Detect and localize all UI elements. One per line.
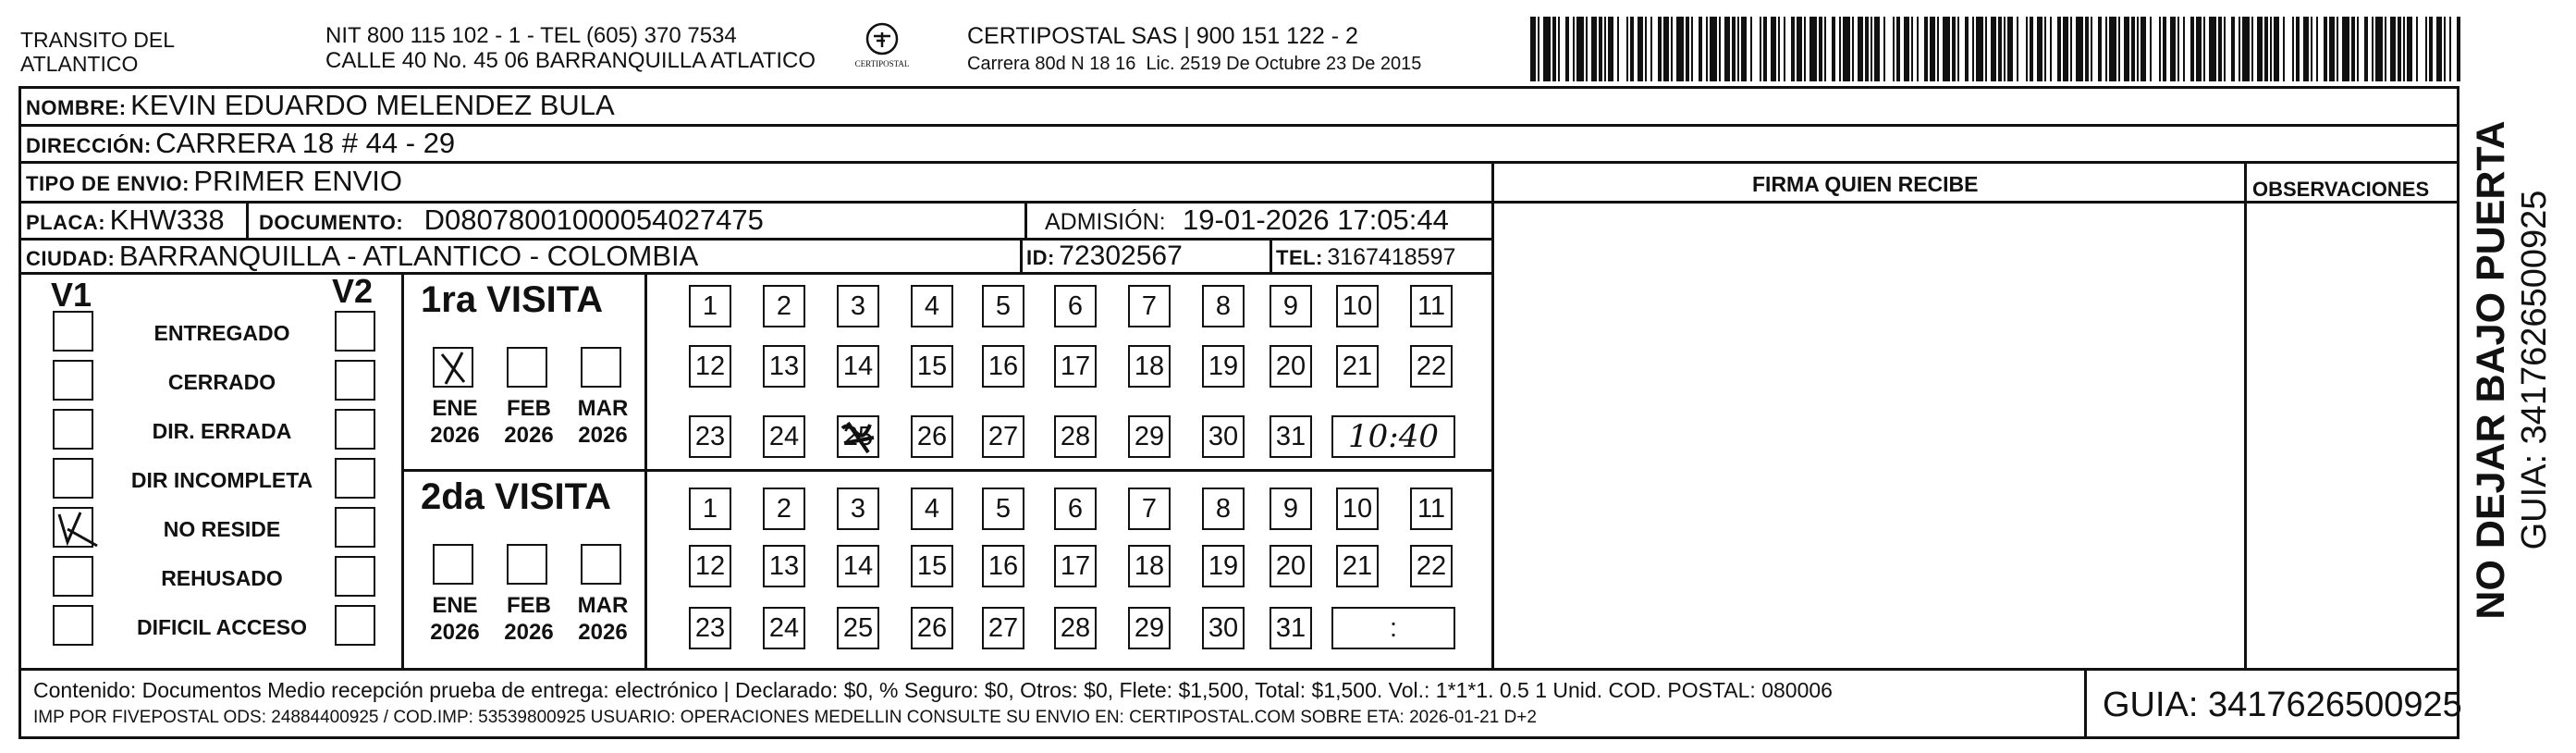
second-visit-month-checkbox-ene[interactable] <box>433 544 473 585</box>
placa-label: PLACA: <box>26 211 106 234</box>
first-visit-month-label <box>570 395 636 449</box>
day-number: 25 <box>842 612 874 643</box>
day-number: 17 <box>1060 550 1091 581</box>
day-number: 26 <box>916 421 948 451</box>
second-visit-month-label <box>422 592 488 646</box>
day-number: 23 <box>694 421 726 451</box>
handwritten-x-mark <box>435 349 472 386</box>
second-visit-day-4[interactable] <box>911 488 953 530</box>
second-visit-month-label <box>570 592 636 646</box>
handwritten-time: 10:40 <box>1348 418 1439 455</box>
status-option-label: DIR. ERRADA <box>152 419 292 443</box>
second-visit-day-8[interactable] <box>1202 488 1245 530</box>
first-visit-day-26[interactable] <box>911 415 953 458</box>
nombre-value: KEVIN EDUARDO MELENDEZ BULA <box>130 89 615 121</box>
first-visit-title: 1ra VISITA <box>421 279 604 320</box>
day-number: 15 <box>916 351 948 381</box>
day-number: 6 <box>1067 290 1084 321</box>
day-number: 17 <box>1060 351 1091 381</box>
day-number: 29 <box>1134 612 1165 643</box>
first-visit-month-checkbox-feb[interactable] <box>507 347 547 388</box>
ciudad-label: CIUDAD: <box>26 247 116 270</box>
first-visit-day-4[interactable] <box>911 285 953 327</box>
month-year: 2026 <box>578 423 628 448</box>
day-number: 12 <box>694 550 726 581</box>
nombre-label: NOMBRE: <box>26 96 127 119</box>
second-visit-day-5[interactable] <box>982 488 1024 530</box>
admision-cell <box>1045 204 1449 237</box>
second-visit-title: 2da VISITA <box>421 476 611 517</box>
logo-wordmark: CERTIPOSTAL <box>854 59 910 68</box>
second-visit-day-22[interactable] <box>1410 545 1453 587</box>
first-visit-day-3[interactable] <box>837 285 879 327</box>
day-number: 22 <box>1416 550 1447 581</box>
first-visit-day-25[interactable] <box>837 415 879 458</box>
first-visit-day-1[interactable] <box>689 285 731 327</box>
status-option-label: NO RESIDE <box>163 517 281 541</box>
second-visit-day-12[interactable] <box>689 545 731 587</box>
first-visit-day-15[interactable] <box>911 345 953 388</box>
courier-license-line: Carrera 80d N 18 16 Lic. 2519 De Octubre 23 De 2015 <box>967 54 1422 74</box>
day-number: 16 <box>987 351 1019 381</box>
day-number: 5 <box>995 493 1012 524</box>
second-visit-day-16[interactable] <box>982 545 1024 587</box>
day-number: 11 <box>1417 493 1446 524</box>
second-visit-day-24[interactable] <box>763 607 805 649</box>
footer-content-line: Contenido: Documentos Medio recepción prueba de entrega: electrónico | Declarado: $0, % Seguro: $0, Otros: $0, Flete: $1,500, Total: $1,500. Vol.: 1*1*1. 0.5 1 Unid. COD. POSTAL: 080006 <box>33 678 1833 702</box>
second-visit-day-2[interactable] <box>763 488 805 530</box>
ciudad-value: BARRANQUILLA - ATLANTICO - COLOMBIA <box>118 240 699 272</box>
tipo-envio-label: TIPO DE ENVIO: <box>26 172 190 195</box>
month-year: 2026 <box>504 620 554 645</box>
day-number: 7 <box>1141 493 1158 524</box>
first-visit-day-7[interactable] <box>1128 285 1171 327</box>
status-option-label: REHUSADO <box>161 566 283 590</box>
v2-header: V2 <box>332 272 374 310</box>
first-visit-day-23[interactable] <box>689 415 731 458</box>
org-name-line1: TRANSITO DEL <box>20 28 175 52</box>
second-visit-day-21[interactable] <box>1336 545 1379 587</box>
second-visit-day-28[interactable] <box>1054 607 1097 649</box>
documento-cell <box>259 204 764 237</box>
day-number: 24 <box>768 612 800 643</box>
second-visit-month-checkbox-mar[interactable] <box>581 544 621 585</box>
status-option-label: DIFICIL ACCESO <box>136 615 307 639</box>
day-number: 19 <box>1208 550 1239 581</box>
observaciones-header: OBSERVACIONES <box>2252 178 2430 201</box>
day-number: 13 <box>768 550 800 581</box>
day-number: 24 <box>768 421 800 451</box>
day-number: 18 <box>1134 351 1165 381</box>
first-visit-day-27[interactable] <box>982 415 1024 458</box>
day-number: 2 <box>776 290 792 321</box>
direccion-label: DIRECCIÓN: <box>26 134 152 157</box>
side-guia-number: GUIA: 3417626500925 <box>2515 190 2554 550</box>
month-year: 2026 <box>430 423 480 448</box>
first-visit-day-29[interactable] <box>1128 415 1171 458</box>
month-name: FEB <box>507 593 551 618</box>
handwritten-scribble-mark <box>837 415 879 458</box>
documento-value: D08078001000054027475 <box>423 204 764 236</box>
side-text-area <box>2463 93 2574 648</box>
first-visit-day-6[interactable] <box>1054 285 1097 327</box>
second-visit-month-checkbox-feb[interactable] <box>507 544 547 585</box>
day-number: 28 <box>1060 421 1091 451</box>
second-visit-day-27[interactable] <box>982 607 1024 649</box>
first-visit-day-24[interactable] <box>763 415 805 458</box>
documento-label: DOCUMENTO: <box>259 211 404 234</box>
second-visit-day-13[interactable] <box>763 545 805 587</box>
day-number: 10 <box>1342 493 1373 524</box>
tipo-envio-value: PRIMER ENVIO <box>193 165 403 197</box>
first-visit-day-9[interactable] <box>1270 285 1312 327</box>
day-number: 29 <box>1134 421 1165 451</box>
status-option-label: ENTREGADO <box>153 321 290 345</box>
day-number: 4 <box>924 290 940 321</box>
second-visit-day-18[interactable] <box>1128 545 1171 587</box>
second-visit-day-26[interactable] <box>911 607 953 649</box>
first-visit-time-box[interactable] <box>1331 415 1455 458</box>
day-number: 3 <box>850 290 866 321</box>
first-visit-day-8[interactable] <box>1202 285 1245 327</box>
day-number: 14 <box>842 550 874 581</box>
day-number: 26 <box>916 612 948 643</box>
ciudad-cell <box>26 240 698 273</box>
day-number: 3 <box>850 493 866 524</box>
day-number: 1 <box>702 290 718 321</box>
first-visit-day-31[interactable] <box>1270 415 1312 458</box>
tel-cell <box>1276 244 1455 271</box>
first-visit-day-18[interactable] <box>1128 345 1171 388</box>
day-number: 25 <box>842 421 874 451</box>
day-number: 14 <box>842 351 874 381</box>
day-number: 21 <box>1342 550 1373 581</box>
second-visit-day-6[interactable] <box>1054 488 1097 530</box>
tipo-envio-row <box>26 165 402 198</box>
second-visit-day-29[interactable] <box>1128 607 1171 649</box>
second-visit-day-30[interactable] <box>1202 607 1245 649</box>
day-number: 4 <box>924 493 940 524</box>
day-number: 1 <box>702 493 718 524</box>
first-visit-day-16[interactable] <box>982 345 1024 388</box>
first-visit-day-2[interactable] <box>763 285 805 327</box>
day-number: 5 <box>995 290 1012 321</box>
barcode <box>1530 17 2464 81</box>
id-label: ID: <box>1026 246 1055 269</box>
first-visit-day-21[interactable] <box>1336 345 1379 388</box>
first-visit-month-label <box>496 395 562 449</box>
footer-print-line: IMP POR FIVEPOSTAL ODS: 24884400925 / COD.IMP: 53539800925 USUARIO: OPERACIONES MEDELLIN CONSULTE SU ENVIO EN: CERTIPOSTAL.COM SOBRE ETA: 2026-01-21 D+2 <box>33 708 1537 727</box>
first-visit-day-28[interactable] <box>1054 415 1097 458</box>
courier-nit-line: CERTIPOSTAL SAS | 900 151 122 - 2 <box>967 23 1358 49</box>
second-visit-day-20[interactable] <box>1270 545 1312 587</box>
admision-label: ADMISIÓN: <box>1045 209 1166 235</box>
time-placeholder: : <box>1389 612 1398 643</box>
nombre-row <box>26 89 615 122</box>
first-visit-day-17[interactable] <box>1054 345 1097 388</box>
second-visit-day-25[interactable] <box>837 607 879 649</box>
direccion-row <box>26 127 455 160</box>
day-number: 31 <box>1275 421 1306 451</box>
day-number: 30 <box>1208 421 1239 451</box>
day-number: 27 <box>987 421 1019 451</box>
tel-value: 3167418597 <box>1327 244 1456 270</box>
first-visit-month-checkbox-mar[interactable] <box>581 347 621 388</box>
first-visit-day-30[interactable] <box>1202 415 1245 458</box>
second-visit-day-15[interactable] <box>911 545 953 587</box>
admision-value: 19-01-2026 17:05:44 <box>1183 204 1449 236</box>
day-number: 9 <box>1282 493 1299 524</box>
second-visit-day-1[interactable] <box>689 488 731 530</box>
placa-cell <box>26 204 225 237</box>
direccion-value: CARRERA 18 # 44 - 29 <box>155 127 456 159</box>
firma-header: FIRMA QUIEN RECIBE <box>1752 172 1979 196</box>
second-visit-day-14[interactable] <box>837 545 879 587</box>
second-visit-day-31[interactable] <box>1270 607 1312 649</box>
placa-value: KHW338 <box>109 204 225 236</box>
day-number: 27 <box>987 612 1019 643</box>
no-dejar-warning: NO DEJAR BAJO PUERTA <box>2469 120 2513 620</box>
second-visit-day-7[interactable] <box>1128 488 1171 530</box>
footer-guia-number: GUIA: 3417626500925 <box>2103 685 2462 724</box>
day-number: 12 <box>694 351 726 381</box>
day-number: 8 <box>1215 290 1232 321</box>
month-year: 2026 <box>504 423 554 448</box>
first-visit-day-10[interactable] <box>1336 285 1379 327</box>
second-visit-month-label <box>496 592 562 646</box>
first-visit-month-label <box>422 395 488 449</box>
day-number: 15 <box>916 550 948 581</box>
day-number: 13 <box>768 351 800 381</box>
second-visit-day-17[interactable] <box>1054 545 1097 587</box>
first-visit-day-14[interactable] <box>837 345 879 388</box>
month-year: 2026 <box>430 620 480 645</box>
day-number: 18 <box>1134 550 1165 581</box>
first-visit-day-20[interactable] <box>1270 345 1312 388</box>
tel-label: TEL: <box>1276 246 1323 269</box>
nit-line: NIT 800 115 102 - 1 - TEL (605) 370 7534 <box>325 23 737 48</box>
v1-header: V1 <box>51 276 92 314</box>
v2-checkbox[interactable] <box>335 556 375 597</box>
second-visit-day-3[interactable] <box>837 488 879 530</box>
month-name: FEB <box>507 396 551 421</box>
day-number: 20 <box>1275 550 1306 581</box>
v2-checkbox[interactable] <box>335 458 375 499</box>
second-visit-time-box[interactable] <box>1331 607 1455 649</box>
day-number: 21 <box>1342 351 1373 381</box>
day-number: 2 <box>776 493 792 524</box>
v2-checkbox[interactable] <box>335 605 375 646</box>
day-number: 30 <box>1208 612 1239 643</box>
v2-checkbox[interactable] <box>335 409 375 450</box>
id-cell <box>1026 241 1183 272</box>
first-visit-day-19[interactable] <box>1202 345 1245 388</box>
day-number: 28 <box>1060 612 1091 643</box>
id-value: 72302567 <box>1059 241 1183 271</box>
day-number: 10 <box>1342 290 1373 321</box>
status-option-label: DIR INCOMPLETA <box>130 468 313 492</box>
v2-checkbox[interactable] <box>335 507 375 548</box>
day-number: 22 <box>1416 351 1447 381</box>
second-visit-day-11[interactable] <box>1410 488 1453 530</box>
v2-checkbox[interactable] <box>335 360 375 401</box>
month-name: ENE <box>432 396 478 421</box>
day-number: 8 <box>1215 493 1232 524</box>
day-number: 20 <box>1275 351 1306 381</box>
first-visit-month-checkbox-ene[interactable] <box>433 347 473 388</box>
address-line: CALLE 40 No. 45 06 BARRANQUILLA ATLATICO <box>325 48 816 73</box>
second-visit-day-23[interactable] <box>689 607 731 649</box>
first-visit-day-12[interactable] <box>689 345 731 388</box>
first-visit-day-5[interactable] <box>982 285 1024 327</box>
day-number: 19 <box>1208 351 1239 381</box>
second-visit-day-10[interactable] <box>1336 488 1379 530</box>
day-number: 23 <box>694 612 726 643</box>
v2-checkbox[interactable] <box>335 311 375 352</box>
status-option-label: CERRADO <box>167 370 276 394</box>
day-number: 6 <box>1067 493 1084 524</box>
first-visit-day-13[interactable] <box>763 345 805 388</box>
month-name: MAR <box>577 396 629 421</box>
month-name: MAR <box>577 593 629 618</box>
org-name-line2: ATLANTICO <box>20 52 139 76</box>
day-number: 7 <box>1141 290 1158 321</box>
month-name: ENE <box>432 593 478 618</box>
day-number: 16 <box>987 550 1019 581</box>
second-visit-day-19[interactable] <box>1202 545 1245 587</box>
day-number: 31 <box>1275 612 1306 643</box>
certipostal-logo <box>845 20 919 78</box>
day-number: 11 <box>1417 290 1446 321</box>
first-visit-day-11[interactable] <box>1410 285 1453 327</box>
second-visit-day-9[interactable] <box>1270 488 1312 530</box>
first-visit-day-22[interactable] <box>1410 345 1453 388</box>
day-number: 9 <box>1282 290 1299 321</box>
month-year: 2026 <box>578 620 628 645</box>
